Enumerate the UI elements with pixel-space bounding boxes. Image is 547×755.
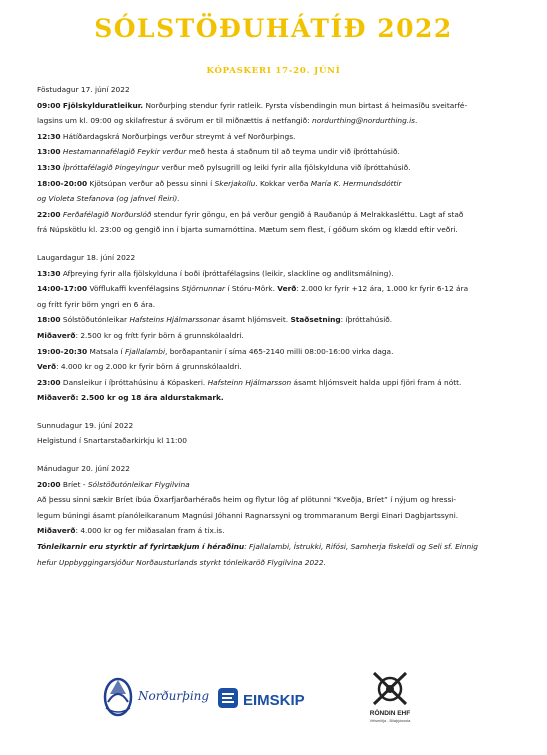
price-line: Miðaverð: 2.500 kr og frítt fyrir börn á grunnskólaaldri.	[37, 330, 244, 340]
event-line: 13:00 Hestamannafélagið Feykir verður með hesta á staðnum til að teyma undir við íþróttahúsið.	[37, 147, 400, 157]
event-description: legum búningi ásamt píanóleikaranum Magnúsi Jóhanni Ragnarssyni og trommaranum Bergi Einari Dagbjartssyni.	[37, 510, 459, 520]
schedule	[37, 82, 515, 570]
nordurthing-logo	[96, 672, 226, 722]
poster-title: SÓLSTÖÐUHÁTÍÐ 2022	[94, 14, 453, 43]
event-line: og Violeta Stefanova (og jafnvel fleiri).	[37, 194, 180, 204]
eimskip-wordmark: EIMSKIP	[243, 692, 305, 709]
eimskip-emblem-icon	[218, 688, 238, 708]
wrench-crossed-icon	[374, 673, 406, 704]
event-line: frá Núpskötlu kl. 23:00 og gengið inn í bjarta sumarnóttina. Mætum sem flest, í góðum skóm og klædd eftir veðri.	[37, 225, 458, 235]
event-line: 18:00-20:00 Kjötsúpan verður að þessu sinni í Skerjakollu. Kokkar verða María K. Hermundsdóttir	[37, 178, 402, 188]
event-line: 18:00 Sólstöðutónleikar Hafsteins Hjálmarssonar ásamt hljómsveit. Staðsetning: íþróttahúsið.	[37, 315, 393, 325]
price-line: Verð: 4.000 kr og 2.000 kr fyrir börn á grunnskólaaldri.	[37, 362, 242, 372]
event-line: 19:00-20:30 Matsala í Fjallalambi, borðapantanir í síma 465-2140 milli 08:00-16:00 virka daga.	[37, 346, 394, 356]
event-line: 12:30 Hátíðardagskrá Norðurþings verður streymt á vef Norðurþings.	[37, 131, 296, 141]
event-line: 23:00 Dansleikur í íþróttahúsinu á Kópaskeri. Hafsteinn Hjálmarsson ásamt hljómsveit halda uppi fjöri fram á nótt.	[37, 377, 462, 387]
event-description: Að þessu sinni sækir Bríet íbúa Öxarfjarðarhéraðs heim og flytur lög af plötunni “Kveðja, Bríet” í nýjum og hressi-	[37, 495, 457, 505]
nordurthing-wordmark: Norðurþing	[138, 689, 210, 703]
event-line: 09:00 Fjölskylduratleikur. Norðurþing stendur fyrir ratleik. Fyrsta vísbendingin mun birtast á heimasíðu sveitarfé-	[37, 100, 468, 110]
day-heading-saturday: Laugardagur 18. júní 2022	[37, 252, 136, 262]
rondin-logo	[360, 670, 420, 726]
event-line: 13:30 Afþreying fyrir alla fjölskylduna í boði íþróttafélagsins (leikir, slackline og andlitsmálning).	[37, 268, 394, 278]
event-line: Helgistund í Snartarstaðarkirkju kl 11:00	[37, 436, 187, 446]
price-line: Miðaverð: 4.000 kr og fer miðasalan fram á tix.is.	[37, 526, 225, 536]
day-heading-monday: Mánudagur 20. júní 2022	[37, 464, 130, 474]
event-line: 13:30 Íþróttafélagið Þingeyingur verður með pylsugrill og leiki fyrir alla fjölskylduna við íþróttahúsið.	[37, 162, 411, 172]
sponsor-line: hefur Uppbyggingarsjóður Norðausturlands styrkt tónleikaröð Flygilvina 2022.	[37, 557, 326, 567]
rondin-wordmark: RÖNDIN EHF	[369, 710, 411, 717]
poster-subtitle: KÓPASKERI 17-20. JÚNÍ	[206, 66, 341, 76]
price-line: Miðaverð: 2.500 kr og 18 ára aldurstakmark.	[37, 393, 224, 403]
event-line: 22:00 Ferðafélagið Norðurslóð stendur fyrir göngu, en þá verður gengið á Rauðanúp á Melrakkasléttu. Lagt af stað	[37, 209, 464, 219]
day-heading-sunday: Sunnudagur 19. júní 2022	[37, 420, 134, 430]
event-line: 14:00-17:00 Vöfflukaffi kvenfélagsins Stjörnunnar í Stóru-Mörk. Verð: 2.000 kr fyrir +12 ára, 1.000 kr fyrir 6-12 ára	[37, 284, 469, 294]
eimskip-logo	[216, 684, 336, 714]
nordurthing-emblem-icon	[105, 679, 131, 715]
sponsor-line: Tónleikarnir eru styrktir af fyrirtækjum í héraðinu: Fjallalambi, Ístrukki, Rifósi, Samherja fiskeldi og Seli sf. Einnig	[37, 542, 478, 552]
event-line: 20:00 Bríet - Sólstöðutónleikar Flygilvina	[37, 479, 190, 489]
day-heading-friday: Föstudagur 17. júní 2022	[37, 85, 130, 94]
sponsor-logos	[0, 664, 547, 744]
event-line: lagsins um kl. 09:00 og skilafrestur á svörum er til miðnættis á netfangið: nordurthing@nordurthing.is.	[37, 116, 418, 126]
event-line: og frítt fyrir börn yngri en 6 ára.	[37, 299, 156, 309]
rondin-subtext: Vélsmiðja - Bílaþjónusta	[369, 719, 411, 723]
email-link[interactable]: nordurthing@nordurthing.is	[312, 116, 416, 126]
